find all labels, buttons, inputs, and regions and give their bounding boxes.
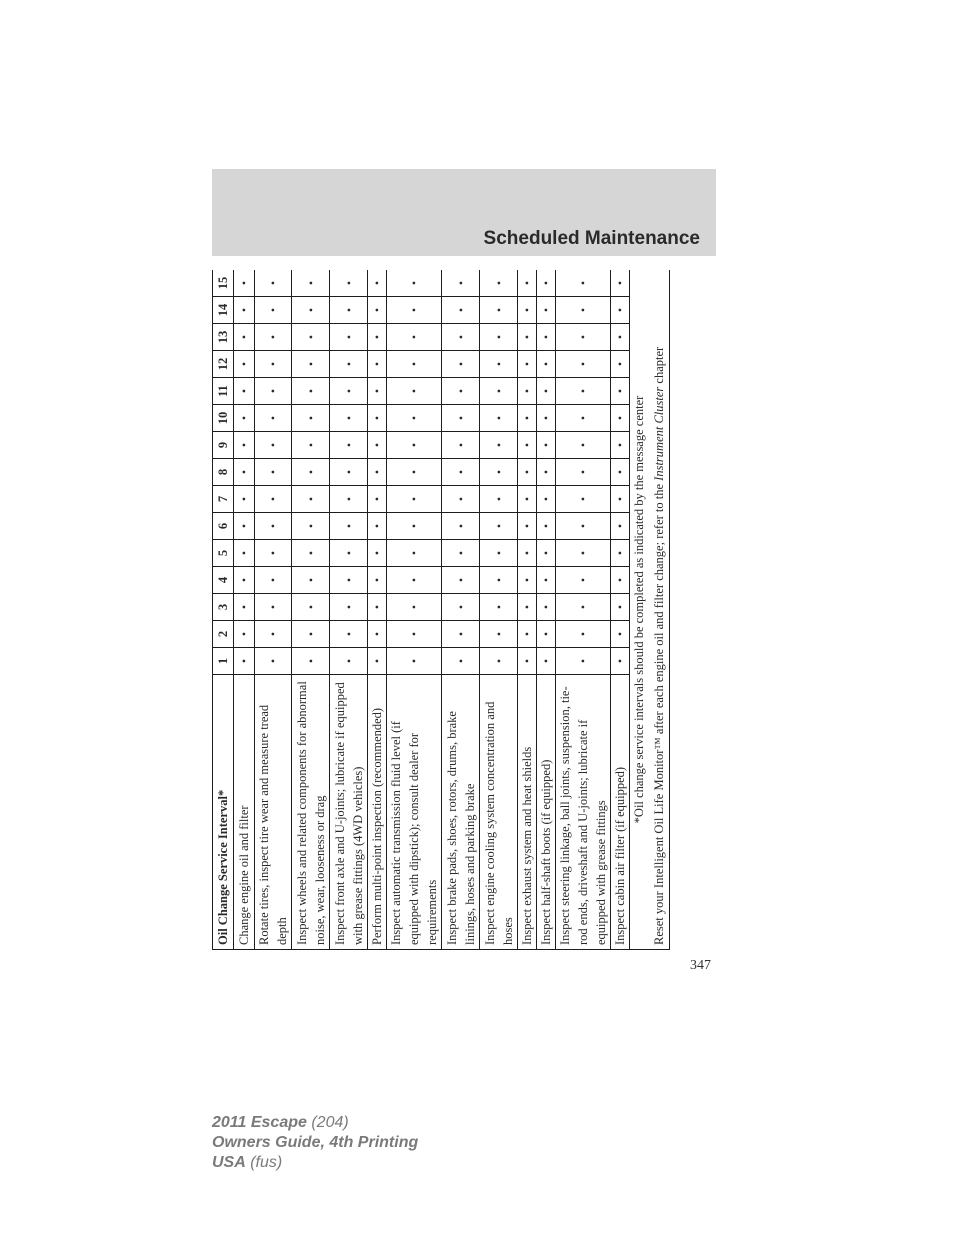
service-mark: •: [234, 351, 255, 378]
service-mark: •: [537, 459, 556, 486]
service-item-label: Perform multi-point inspection (recommended): [368, 675, 387, 950]
footer-model: 2011 Escape: [212, 1114, 307, 1131]
service-item-label: Inspect wheels and related components for abnormal noise, wear, looseness or drag: [292, 675, 330, 950]
service-mark: •: [368, 594, 387, 621]
service-mark: •: [387, 378, 442, 405]
service-mark: •: [556, 351, 611, 378]
service-mark: •: [611, 324, 630, 351]
service-item-label: Inspect engine cooling system concentration and hoses: [480, 675, 518, 950]
service-mark: •: [480, 513, 518, 540]
service-mark: •: [480, 648, 518, 675]
service-mark: •: [518, 540, 537, 567]
service-mark: •: [368, 432, 387, 459]
service-mark: •: [330, 405, 368, 432]
interval-column-header: 11: [213, 378, 234, 405]
service-mark: •: [480, 405, 518, 432]
service-mark: •: [556, 459, 611, 486]
service-mark: •: [480, 432, 518, 459]
service-mark: •: [330, 378, 368, 405]
footer-line-1: [212, 1113, 418, 1133]
service-mark: •: [442, 621, 480, 648]
service-mark: •: [611, 567, 630, 594]
service-mark: •: [611, 594, 630, 621]
service-mark: •: [292, 540, 330, 567]
service-item-label: Inspect exhaust system and heat shields: [518, 675, 537, 950]
service-mark: •: [234, 297, 255, 324]
service-mark: •: [611, 540, 630, 567]
footer-market: USA: [212, 1154, 246, 1171]
table-row: [611, 270, 630, 950]
service-mark: •: [255, 432, 292, 459]
service-mark: •: [611, 297, 630, 324]
service-mark: •: [611, 270, 630, 297]
service-mark: •: [330, 540, 368, 567]
service-mark: •: [368, 405, 387, 432]
service-item-label: Inspect steering linkage, ball joints, suspension, tie-rod ends, driveshaft and U-joints; lubricate if equipped with grease fittings: [556, 675, 611, 950]
service-mark: •: [255, 351, 292, 378]
service-mark: •: [537, 540, 556, 567]
service-mark: •: [518, 297, 537, 324]
service-mark: •: [368, 621, 387, 648]
service-mark: •: [518, 621, 537, 648]
service-mark: •: [234, 486, 255, 513]
interval-column-header: 1: [213, 648, 234, 675]
table-row: [292, 270, 330, 950]
interval-column-header: 15: [213, 270, 234, 297]
interval-header: Oil Change Service Interval*: [213, 675, 234, 950]
header-band: [212, 169, 716, 256]
service-mark: •: [292, 459, 330, 486]
service-mark: •: [234, 540, 255, 567]
service-mark: •: [537, 513, 556, 540]
footnote-row: [630, 270, 649, 950]
service-mark: •: [442, 378, 480, 405]
service-mark: •: [330, 567, 368, 594]
service-mark: •: [442, 297, 480, 324]
service-mark: •: [292, 324, 330, 351]
service-mark: •: [611, 486, 630, 513]
service-mark: •: [480, 594, 518, 621]
service-mark: •: [537, 648, 556, 675]
reset-note-row: [649, 270, 670, 950]
service-mark: •: [234, 378, 255, 405]
service-mark: •: [387, 405, 442, 432]
service-mark: •: [234, 459, 255, 486]
service-mark: •: [537, 351, 556, 378]
service-mark: •: [292, 378, 330, 405]
service-mark: •: [255, 405, 292, 432]
service-mark: •: [292, 621, 330, 648]
table-row: [556, 270, 611, 950]
table-row: [537, 270, 556, 950]
service-mark: •: [556, 513, 611, 540]
service-mark: •: [368, 459, 387, 486]
service-mark: •: [292, 297, 330, 324]
service-mark: •: [330, 324, 368, 351]
service-mark: •: [255, 486, 292, 513]
interval-column-header: 6: [213, 513, 234, 540]
service-mark: •: [234, 324, 255, 351]
table-row: [387, 270, 442, 950]
service-item-label: Inspect front axle and U-joints; lubricate if equipped with grease fittings (4WD vehicles): [330, 675, 368, 950]
service-mark: •: [387, 513, 442, 540]
service-mark: •: [611, 648, 630, 675]
maintenance-table-frame: [212, 270, 672, 950]
service-mark: •: [387, 297, 442, 324]
service-item-label: Rotate tires, inspect tire wear and measure tread depth: [255, 675, 292, 950]
service-mark: •: [368, 648, 387, 675]
service-mark: •: [234, 594, 255, 621]
service-mark: •: [537, 621, 556, 648]
service-mark: •: [387, 459, 442, 486]
service-mark: •: [234, 513, 255, 540]
reset-note-suffix: chapter: [651, 346, 666, 387]
service-mark: •: [480, 486, 518, 513]
service-mark: •: [556, 270, 611, 297]
service-mark: •: [387, 594, 442, 621]
service-mark: •: [537, 486, 556, 513]
service-mark: •: [255, 540, 292, 567]
service-item-label: Change engine oil and filter: [234, 675, 255, 950]
service-mark: •: [330, 459, 368, 486]
service-mark: •: [518, 378, 537, 405]
service-mark: •: [387, 324, 442, 351]
service-mark: •: [330, 513, 368, 540]
service-mark: •: [292, 405, 330, 432]
service-mark: •: [556, 378, 611, 405]
service-mark: •: [518, 513, 537, 540]
service-mark: •: [556, 405, 611, 432]
service-mark: •: [292, 351, 330, 378]
table-row: [234, 270, 255, 950]
service-mark: •: [611, 513, 630, 540]
service-mark: •: [442, 459, 480, 486]
service-item-label: Inspect automatic transmission fluid level (if equipped with dipstick); consult dealer for requirements: [387, 675, 442, 950]
service-mark: •: [292, 513, 330, 540]
service-mark: •: [387, 351, 442, 378]
rotated-table-container: [212, 270, 672, 950]
service-mark: •: [480, 324, 518, 351]
table-row: [330, 270, 368, 950]
footer-market-code: (fus): [245, 1154, 283, 1171]
service-mark: •: [255, 297, 292, 324]
service-item-label: Inspect brake pads, shoes, rotors, drums, brake linings, hoses and parking brake: [442, 675, 480, 950]
section-title: Scheduled Maintenance: [483, 228, 700, 249]
service-mark: •: [518, 324, 537, 351]
service-mark: •: [442, 486, 480, 513]
footer-line-3: [212, 1153, 418, 1173]
service-mark: •: [255, 513, 292, 540]
service-mark: •: [518, 567, 537, 594]
service-mark: •: [442, 648, 480, 675]
service-mark: •: [556, 567, 611, 594]
service-mark: •: [234, 270, 255, 297]
service-mark: •: [330, 297, 368, 324]
table-row: [442, 270, 480, 950]
footnote: *Oil change service intervals should be completed as indicated by the message center: [630, 270, 649, 950]
service-mark: •: [292, 432, 330, 459]
interval-column-header: 14: [213, 297, 234, 324]
service-mark: •: [234, 621, 255, 648]
reset-note: [649, 270, 670, 950]
service-mark: •: [518, 405, 537, 432]
service-mark: •: [556, 432, 611, 459]
service-mark: •: [255, 324, 292, 351]
service-mark: •: [537, 405, 556, 432]
interval-column-header: 5: [213, 540, 234, 567]
service-mark: •: [442, 513, 480, 540]
service-item-label: Inspect half-shaft boots (if equipped): [537, 675, 556, 950]
service-mark: •: [387, 567, 442, 594]
service-mark: •: [387, 540, 442, 567]
service-mark: •: [518, 432, 537, 459]
table-header-row: [213, 270, 234, 950]
service-mark: •: [368, 270, 387, 297]
service-item-label: Inspect cabin air filter (if equipped): [611, 675, 630, 950]
table-row: [518, 270, 537, 950]
service-mark: •: [611, 351, 630, 378]
service-mark: •: [537, 324, 556, 351]
service-mark: •: [480, 621, 518, 648]
service-mark: •: [292, 270, 330, 297]
page-number: 347: [690, 958, 711, 973]
service-mark: •: [480, 297, 518, 324]
service-mark: •: [537, 432, 556, 459]
service-mark: •: [368, 486, 387, 513]
service-mark: •: [330, 432, 368, 459]
service-mark: •: [368, 324, 387, 351]
service-mark: •: [330, 351, 368, 378]
document-footer: [212, 1113, 418, 1173]
service-mark: •: [480, 567, 518, 594]
service-mark: •: [480, 378, 518, 405]
interval-column-header: 9: [213, 432, 234, 459]
service-mark: •: [537, 567, 556, 594]
service-mark: •: [442, 351, 480, 378]
service-mark: •: [255, 459, 292, 486]
service-mark: •: [556, 594, 611, 621]
service-mark: •: [537, 270, 556, 297]
service-mark: •: [330, 270, 368, 297]
interval-column-header: 4: [213, 567, 234, 594]
service-mark: •: [611, 405, 630, 432]
service-mark: •: [292, 486, 330, 513]
footer-line-2: Owners Guide, 4th Printing: [212, 1134, 419, 1151]
service-mark: •: [255, 648, 292, 675]
interval-column-header: 13: [213, 324, 234, 351]
service-mark: •: [556, 324, 611, 351]
service-mark: •: [292, 567, 330, 594]
service-mark: •: [255, 621, 292, 648]
interval-column-header: 2: [213, 621, 234, 648]
service-mark: •: [234, 405, 255, 432]
service-mark: •: [368, 567, 387, 594]
service-mark: •: [537, 378, 556, 405]
table-row: [368, 270, 387, 950]
service-mark: •: [255, 378, 292, 405]
service-mark: •: [611, 378, 630, 405]
interval-column-header: 8: [213, 459, 234, 486]
service-mark: •: [556, 540, 611, 567]
service-mark: •: [442, 540, 480, 567]
service-mark: •: [611, 459, 630, 486]
service-mark: •: [292, 594, 330, 621]
service-mark: •: [518, 351, 537, 378]
service-mark: •: [480, 270, 518, 297]
service-mark: •: [480, 540, 518, 567]
service-mark: •: [518, 270, 537, 297]
service-mark: •: [556, 486, 611, 513]
interval-column-header: 12: [213, 351, 234, 378]
service-mark: •: [518, 648, 537, 675]
service-mark: •: [387, 648, 442, 675]
service-mark: •: [234, 432, 255, 459]
table-row: [255, 270, 292, 950]
table-body: [234, 270, 630, 950]
service-mark: •: [368, 513, 387, 540]
service-mark: •: [518, 486, 537, 513]
reset-note-prefix: Reset your Intelligent Oil Life Monitor™ after each engine oil and filter change; refer to the: [651, 480, 666, 945]
interval-column-header: 10: [213, 405, 234, 432]
service-mark: •: [368, 351, 387, 378]
service-mark: •: [442, 324, 480, 351]
service-mark: •: [292, 648, 330, 675]
service-mark: •: [556, 297, 611, 324]
service-mark: •: [255, 594, 292, 621]
service-mark: •: [442, 432, 480, 459]
service-mark: •: [442, 567, 480, 594]
service-mark: •: [442, 270, 480, 297]
service-mark: •: [387, 621, 442, 648]
service-mark: •: [611, 621, 630, 648]
service-mark: •: [611, 432, 630, 459]
interval-column-header: 7: [213, 486, 234, 513]
service-mark: •: [234, 567, 255, 594]
service-mark: •: [537, 297, 556, 324]
service-mark: •: [480, 459, 518, 486]
service-mark: •: [368, 378, 387, 405]
service-mark: •: [442, 405, 480, 432]
service-mark: •: [330, 621, 368, 648]
service-mark: •: [518, 459, 537, 486]
service-mark: •: [442, 594, 480, 621]
service-mark: •: [387, 432, 442, 459]
service-mark: •: [368, 297, 387, 324]
service-mark: •: [330, 486, 368, 513]
service-mark: •: [255, 567, 292, 594]
service-mark: •: [387, 486, 442, 513]
service-mark: •: [368, 540, 387, 567]
interval-column-header: 3: [213, 594, 234, 621]
service-mark: •: [556, 648, 611, 675]
maintenance-schedule-table: [212, 270, 670, 950]
service-mark: •: [537, 594, 556, 621]
service-mark: •: [518, 594, 537, 621]
service-mark: •: [387, 270, 442, 297]
service-mark: •: [330, 648, 368, 675]
reset-note-italic: Instrument Cluster: [651, 386, 666, 481]
service-mark: •: [234, 648, 255, 675]
footer-model-code: (204): [306, 1114, 349, 1131]
table-row: [480, 270, 518, 950]
service-mark: •: [556, 621, 611, 648]
service-mark: •: [255, 270, 292, 297]
service-mark: •: [480, 351, 518, 378]
service-mark: •: [330, 594, 368, 621]
